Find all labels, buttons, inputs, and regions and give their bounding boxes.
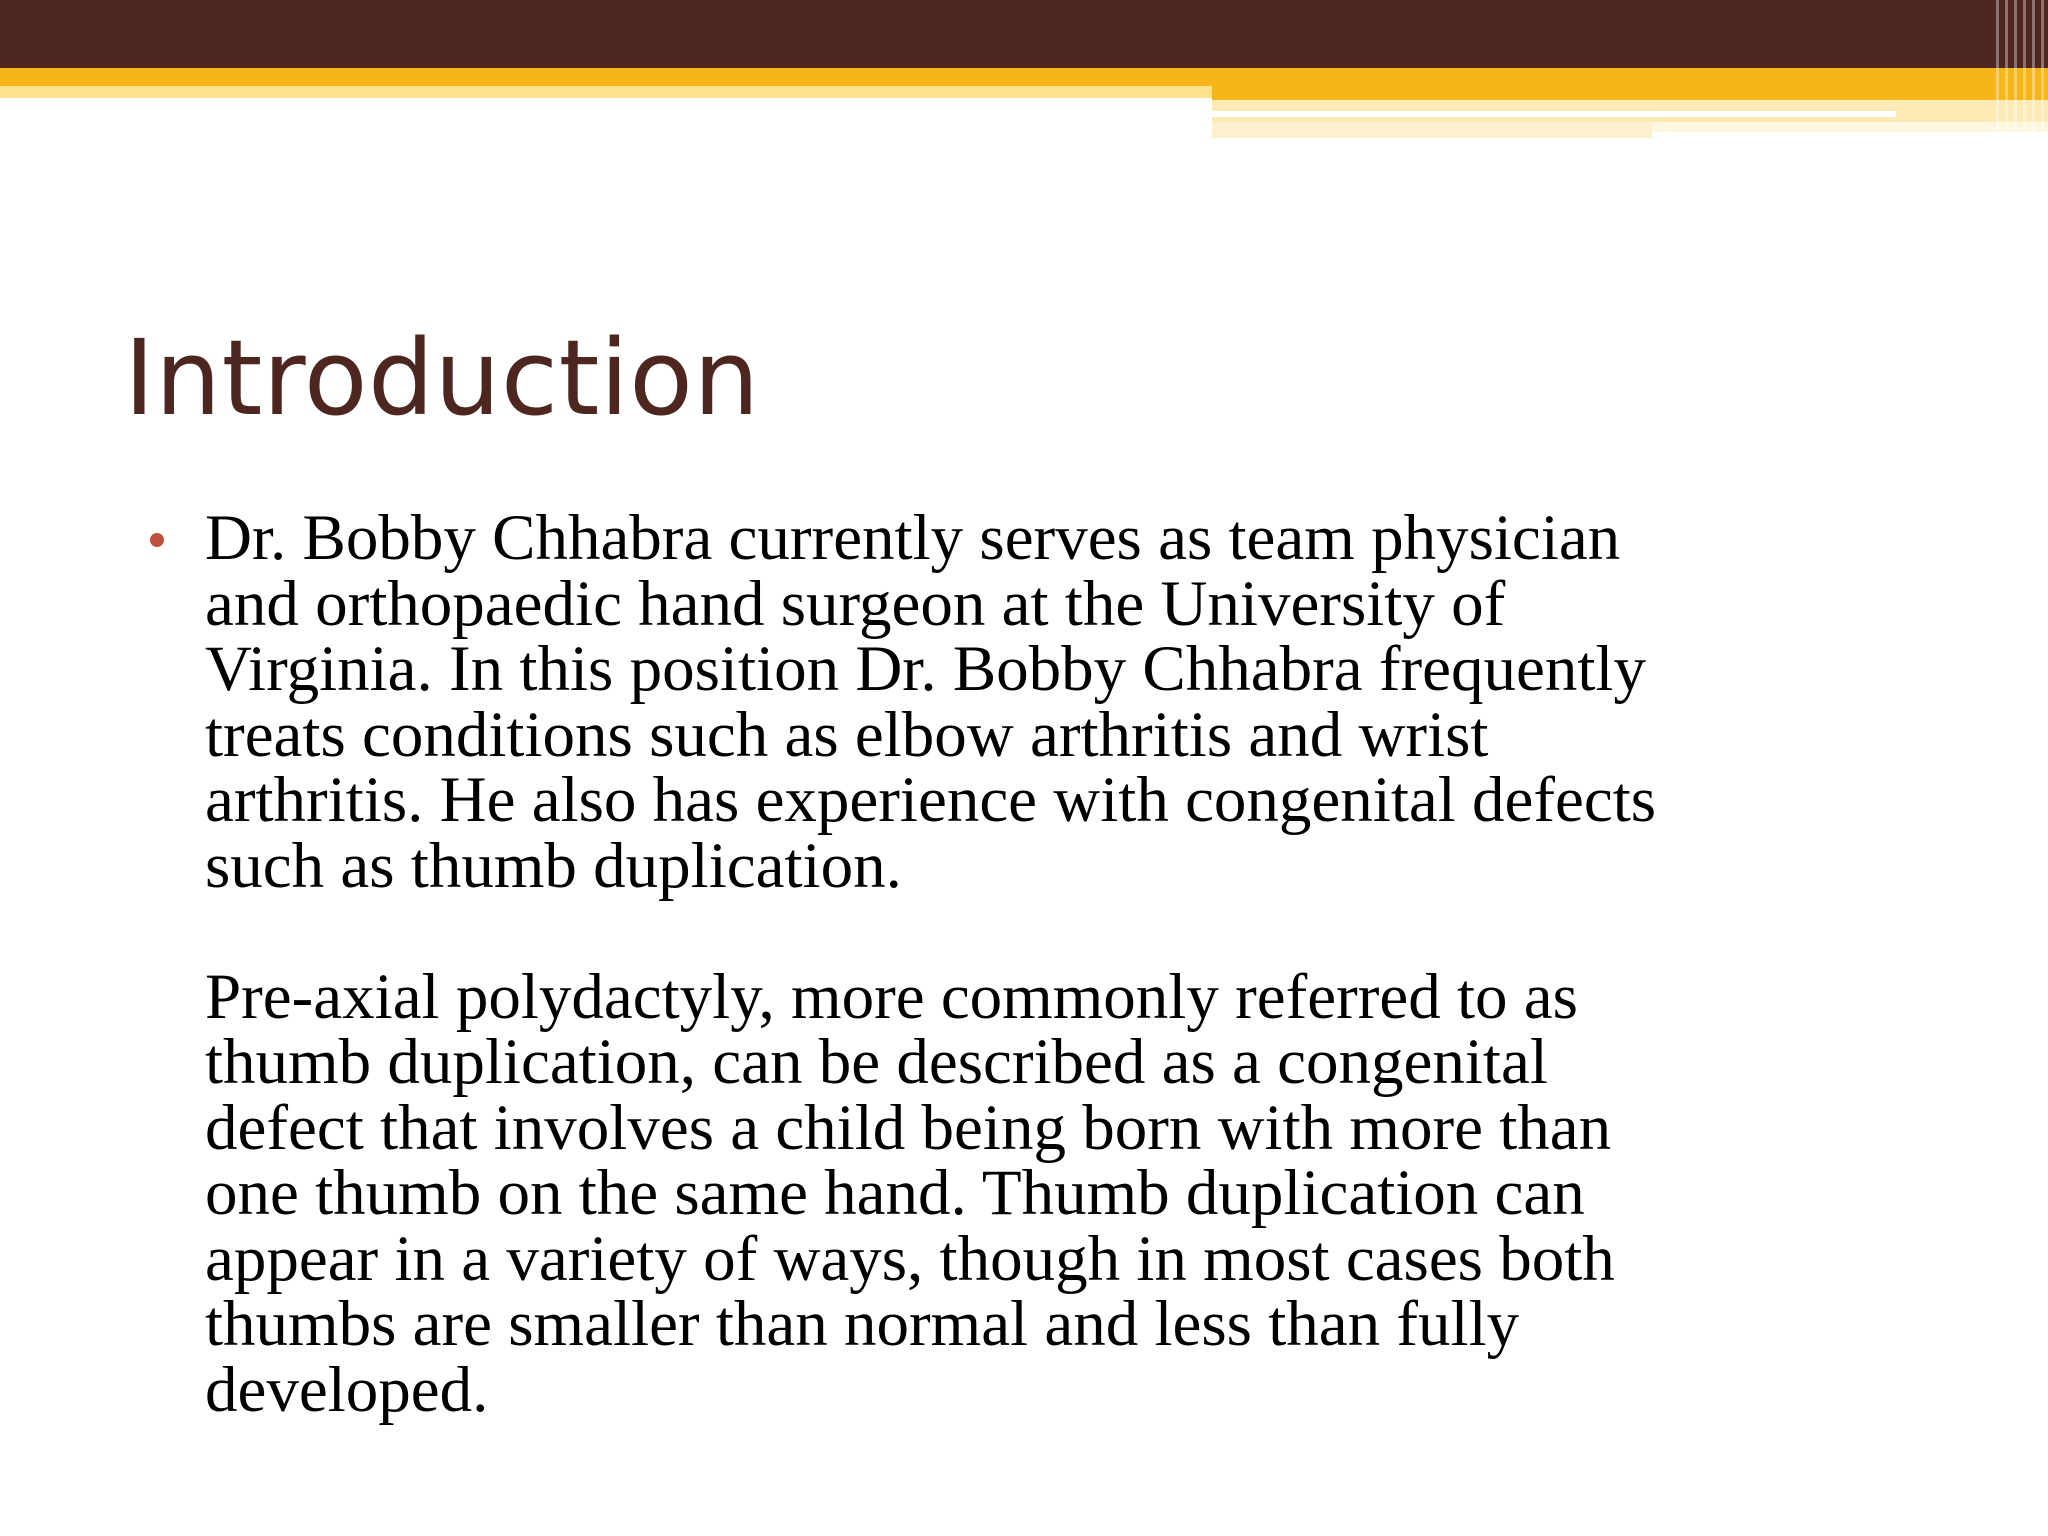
header-band-pale-lower (1212, 122, 1652, 138)
slide-title: Introduction (124, 317, 760, 439)
bullet-dot-icon (150, 533, 164, 547)
header-band-gold-light (0, 86, 1212, 98)
header-edge-stripes (1990, 0, 2048, 140)
header-band-pale-end (1652, 122, 2048, 132)
header-band-gold-right (1212, 86, 2048, 100)
header-band-gap (1212, 111, 1896, 117)
bullet-item (142, 502, 1982, 1426)
header-band-dark (0, 0, 2048, 68)
header-band-gold (0, 68, 2048, 86)
bullet-paragraph: Pre-axial polydactyly, more commonly referred to as thumb duplication, can be described as a congenital defect that involves a child being born with more than one thumb on the same hand. Thumb duplication can appear in a variety of ways, though in most cases both thumbs are smaller than normal and less than fully developed. (205, 960, 1615, 1426)
bullet-list (142, 502, 1982, 1426)
bullet-paragraph: Dr. Bobby Chhabra currently serves as team physician and orthopaedic hand surgeon at the University of Virginia. In this position Dr. Bobby Chhabra frequently treats conditions such as elbow arthritis and wrist arthritis. He also has experience with congenital defects such as thumb duplication. (205, 502, 1657, 902)
